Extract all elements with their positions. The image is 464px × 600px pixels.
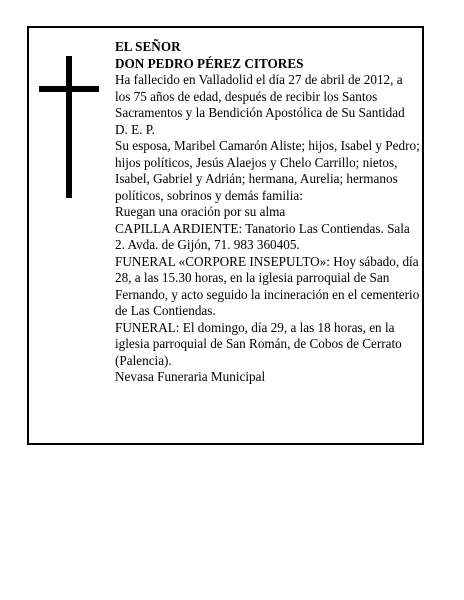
chapel-info: CAPILLA ARDIENTE: Tanatorio Las Contiendas. Sala 2. Avda. de Gijón, 71. 983 360405. [115, 220, 410, 252]
family-list: Su esposa, Maribel Camarón Aliste; hijos, Isabel y Pedro; hijos políticos, Jesús Alaejos y Chelo Carrillo; nietos, Isabel, Gabriel y Adrián; hermana, Aurelia; hermanos políticos, sobrinos y demás familia: [115, 138, 420, 203]
obituary-notice [27, 26, 424, 445]
notice-title-honorific: EL SEÑOR [115, 39, 181, 54]
cross-horizontal-bar [39, 86, 99, 92]
funeral-info: FUNERAL: El domingo, día 29, a las 18 horas, en la iglesia parroquial de San Román, de Cobos de Cerrato (Palencia). [115, 319, 402, 368]
funeral-insepulto-info: FUNERAL «CORPORE INSEPULTO»: Hoy sábado, día 28, a las 15.30 horas, en la iglesia parroquial de San Fernando, y acto seguido la incineración en el cementerio de Las Contiendas. [115, 253, 420, 318]
funeral-home: Nevasa Funeraria Municipal [115, 369, 266, 384]
notice-text [115, 39, 420, 386]
death-announcement: Ha fallecido en Valladolid el día 27 de abril de 2012, a los 75 años de edad, después de recibir los Santos Sacramentos y la Bendición Apostólica de Su Santidad D. E. P. [115, 72, 405, 137]
cross-vertical-bar [66, 56, 72, 198]
prayer-request: Ruegan una oración por su alma [115, 204, 286, 219]
cross-icon [39, 56, 99, 198]
deceased-name: DON PEDRO PÉREZ CITORES [115, 55, 304, 71]
